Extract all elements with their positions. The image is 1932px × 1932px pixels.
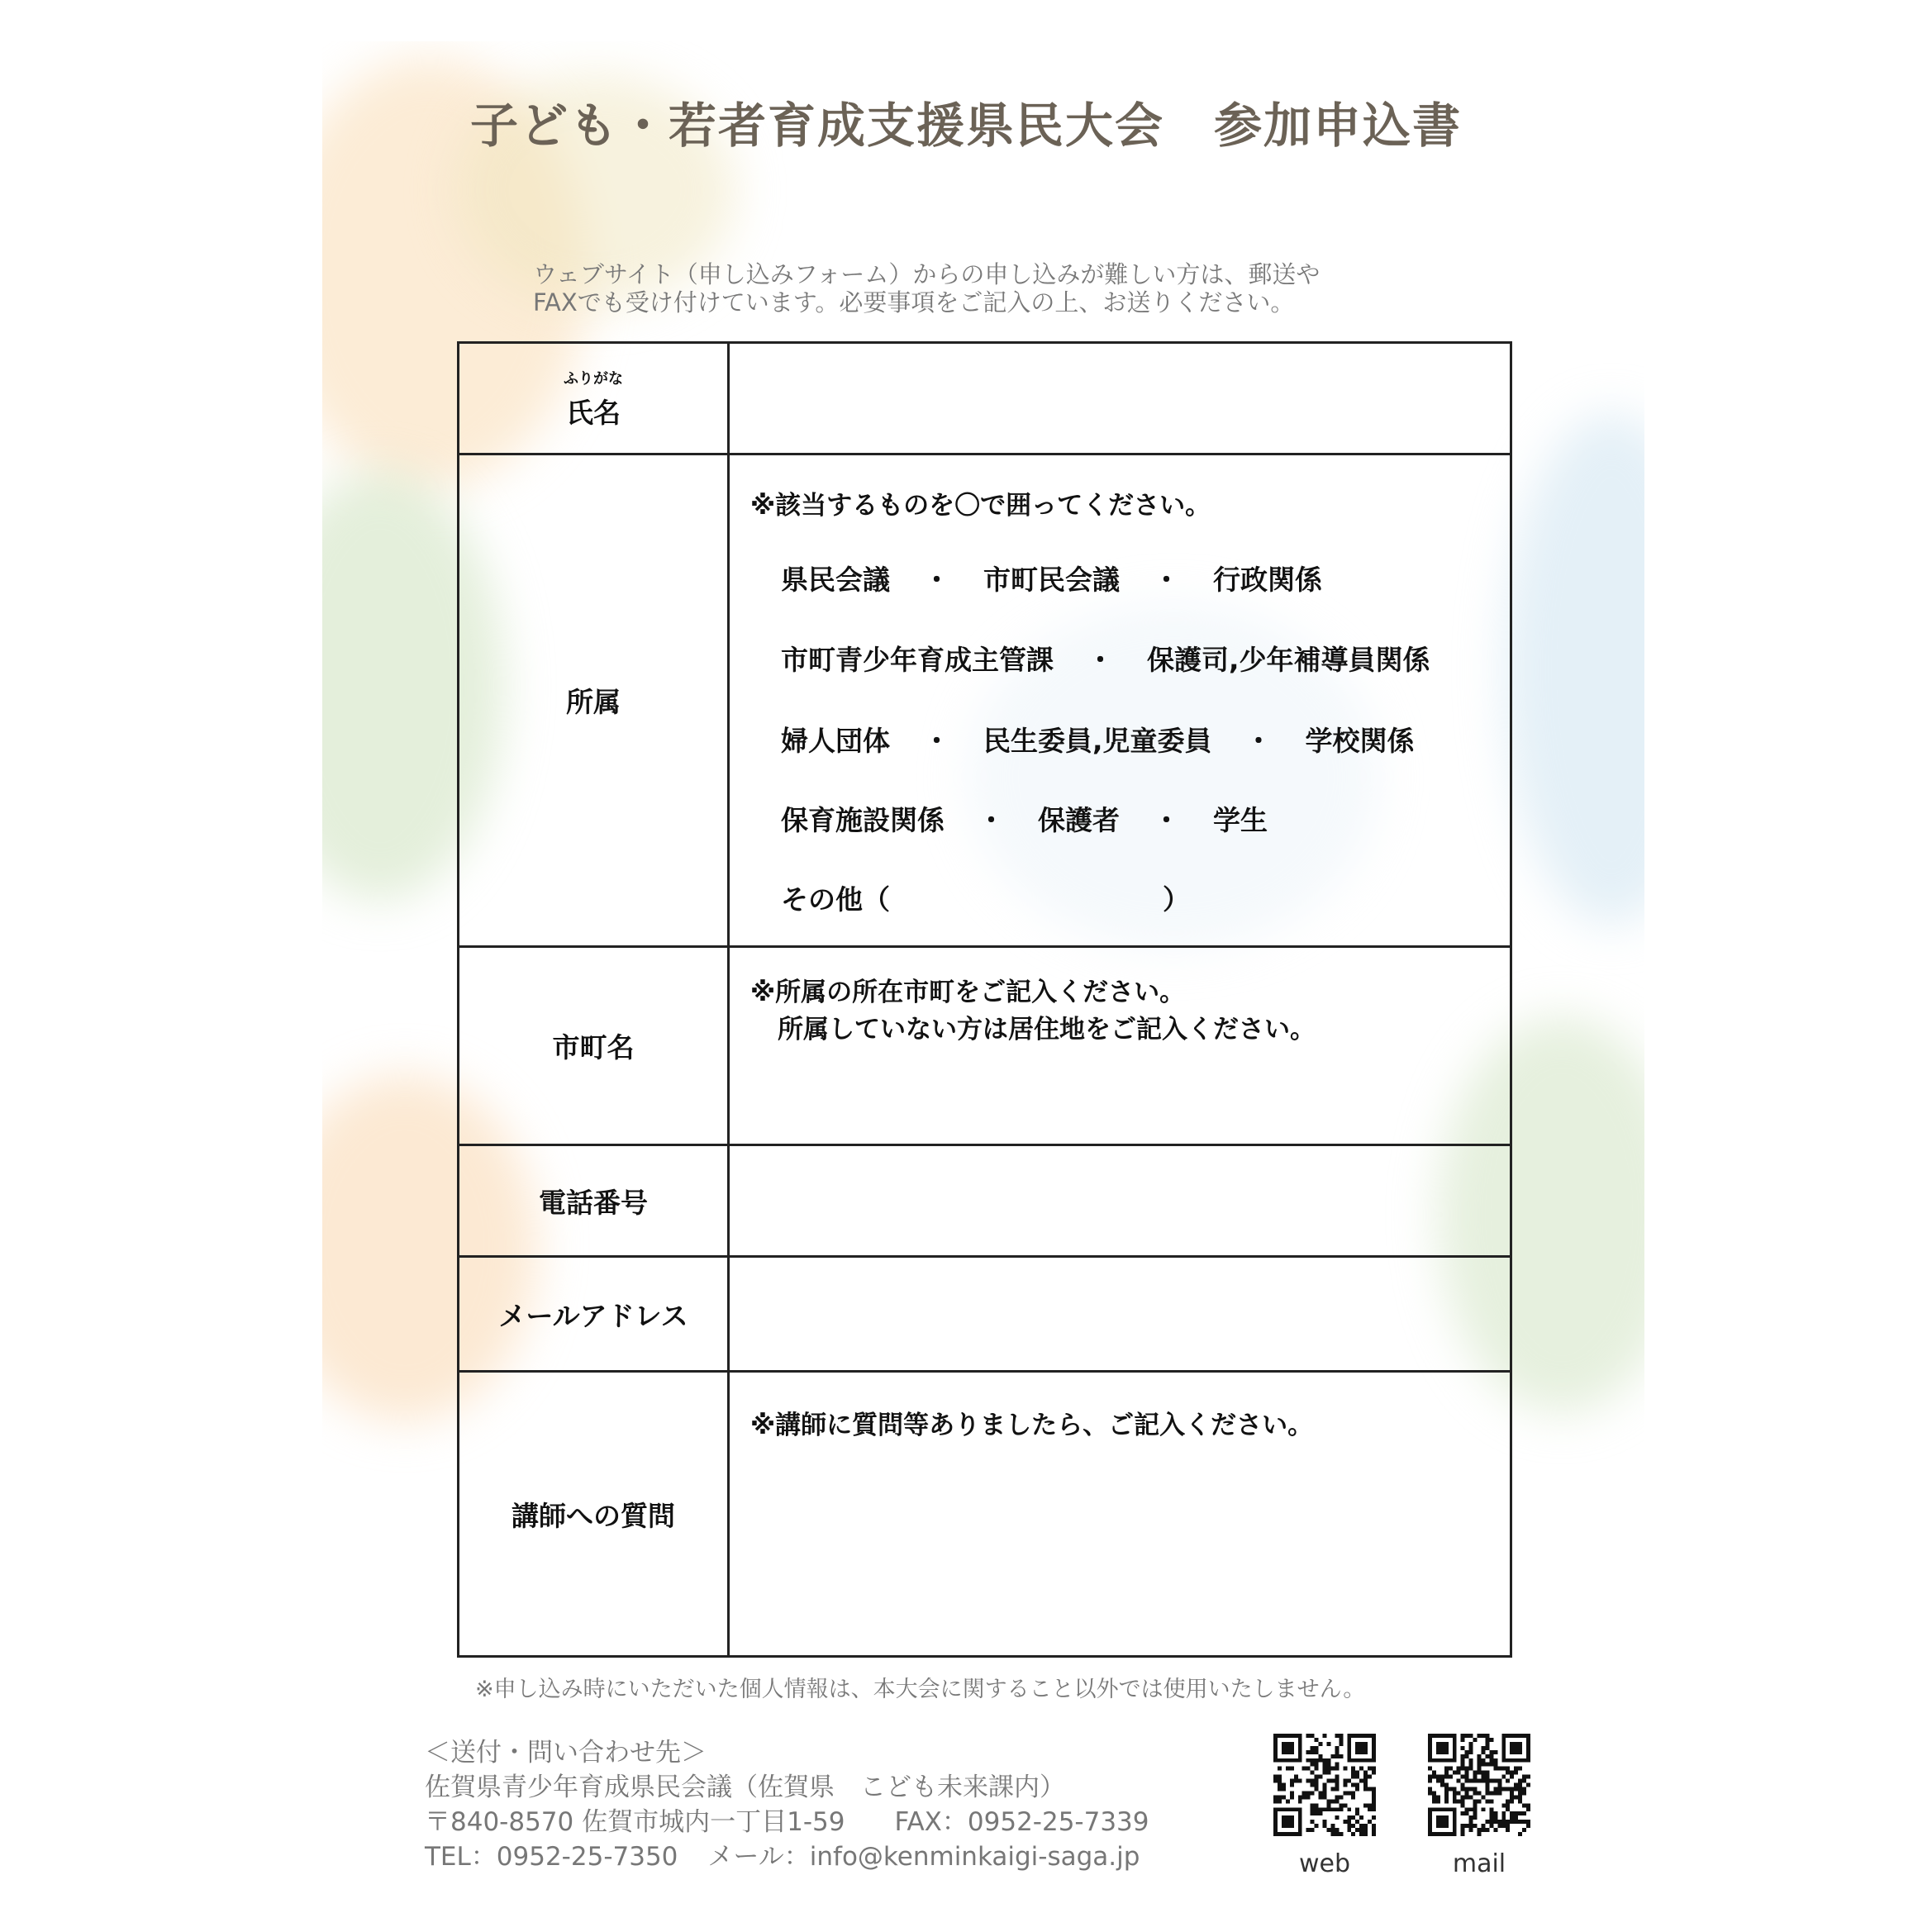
- affiliation-field[interactable]: [730, 455, 1510, 945]
- name-label: ふりがな 氏名: [459, 344, 730, 453]
- contact-heading: ＜送付・問い合わせ先＞: [425, 1738, 707, 1768]
- municipality-label: 市町名: [459, 948, 730, 1144]
- affiliation-row: [459, 455, 1510, 948]
- affiliation-options-line-3: 婦人団体 ・ 民生委員,児童委員 ・ 学校関係: [781, 725, 1415, 757]
- name-field[interactable]: [730, 344, 1510, 453]
- contact-mail: メール：info@kenminkaigi-saga.jp: [707, 1842, 1140, 1872]
- affiliation-note: ※該当するものを〇で囲ってください。: [750, 491, 1211, 521]
- application-form: [457, 341, 1512, 1658]
- qr-code-mail-icon: [1428, 1734, 1530, 1836]
- municipality-note-2: 所属していない方は居住地をご記入ください。: [778, 1015, 1316, 1045]
- municipality-field[interactable]: [730, 948, 1510, 1144]
- affiliation-label: 所属: [459, 455, 730, 945]
- privacy-footnote: ※申し込み時にいただいた個人情報は、本大会に関すること以外では使用いたしません。: [475, 1677, 1366, 1702]
- question-row: [459, 1373, 1510, 1655]
- contact-tel-line: TEL：0952-25-7350 メール：info@kenminkaigi-saga.jp: [425, 1842, 1140, 1872]
- qr-mail[interactable]: [1428, 1734, 1530, 1878]
- question-field[interactable]: [730, 1373, 1510, 1655]
- phone-row: [459, 1146, 1510, 1258]
- intro-text: ウェブサイト（申し込みフォーム）からの申し込みが難しい方は、郵送や FAXでも受け付けています。必要事項をご記入の上、お送りください。: [533, 260, 1321, 316]
- furigana-label: ふりがな: [564, 369, 623, 388]
- phone-label: 電話番号: [459, 1146, 730, 1255]
- qr-code-web-icon: [1273, 1734, 1376, 1836]
- phone-field[interactable]: [730, 1146, 1510, 1255]
- contact-address-line: 〒840-8570 佐賀市城内一丁目1-59 FAX：0952-25-7339: [425, 1807, 1149, 1837]
- qr-web-caption: web: [1298, 1849, 1351, 1878]
- email-row: [459, 1258, 1510, 1373]
- affiliation-options-line-4: 保育施設関係 ・ 保護者 ・ 学生: [781, 804, 1268, 836]
- qr-mail-caption: mail: [1452, 1849, 1506, 1878]
- municipality-note-1: ※所属の所在市町をご記入ください。: [750, 978, 1186, 1007]
- contact-block: [425, 1735, 1149, 1874]
- name-row: [459, 344, 1510, 455]
- question-label: 講師への質問: [459, 1373, 730, 1655]
- qr-web[interactable]: [1273, 1734, 1376, 1878]
- affiliation-options-line-2: 市町青少年育成主管課 ・ 保護司,少年補導員関係: [781, 644, 1430, 676]
- page-title: 子ども・若者育成支援県民大会 参加申込書: [469, 98, 1463, 154]
- question-note: ※講師に質問等ありましたら、ご記入ください。: [750, 1411, 1314, 1440]
- contact-org: 佐賀県青少年育成県民会議（佐賀県 こども未来課内）: [425, 1773, 1065, 1802]
- municipality-row: [459, 948, 1510, 1146]
- affiliation-other: その他（ ）: [781, 883, 1190, 916]
- contact-fax: FAX：0952-25-7339: [894, 1807, 1149, 1837]
- email-label: メールアドレス: [459, 1258, 730, 1370]
- email-field[interactable]: [730, 1258, 1510, 1370]
- affiliation-options-line-1: 県民会議 ・ 市町民会議 ・ 行政関係: [781, 564, 1322, 596]
